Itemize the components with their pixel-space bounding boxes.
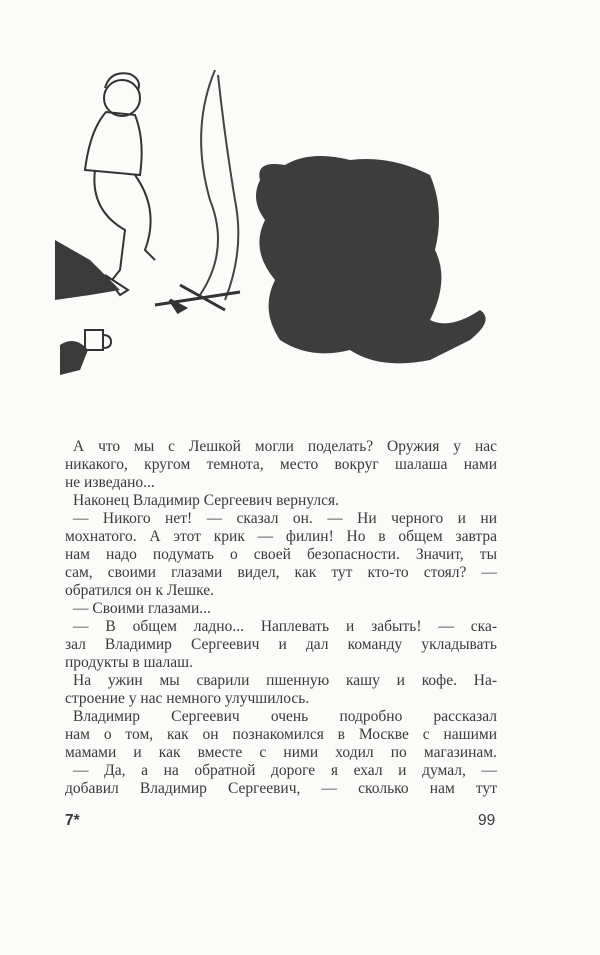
text-line: Наконец Владимир Сергеевич вернулся. <box>73 492 339 509</box>
text-line: мохнатого. А этот крик — филин! Но в общем завтра <box>65 528 497 545</box>
text-line: обратился он к Лешке. <box>65 582 214 599</box>
text-line: — Своими глазами... <box>73 600 211 617</box>
text-line: строение у нас немного улучшилось. <box>65 690 310 707</box>
text-line: зал Владимир Сергеевич и дал команду укладывать <box>65 636 497 653</box>
text-line: — Никого нет! — сказал он. — Ни черного и ни <box>73 510 497 527</box>
mug-icon <box>85 330 111 350</box>
boy-figure <box>85 73 155 295</box>
text-line: нам надо подумать о своей безопасности. Значит, ты <box>65 546 497 563</box>
signature-mark: 7* <box>65 812 80 829</box>
text-line: мамами и как вместе с ними ходил по магазинам. <box>65 744 497 761</box>
illustration-campfire-scene <box>50 60 510 390</box>
text-line: нам о том, как он познакомился в Москве с нашими <box>65 726 497 743</box>
text-line: — Да, а на обратной дороге я ехал и думал, — <box>73 762 497 779</box>
shadow-left <box>55 240 120 300</box>
text-line: А что мы с Лешкой могли поделать? Оружия у нас <box>73 438 497 455</box>
text-line: добавил Владимир Сергеевич, — сколько нам тут <box>65 780 497 797</box>
text-line: продукты в шалаш. <box>65 654 193 671</box>
text-line: — В общем ладно... Наплевать и забыть! — ска- <box>73 618 497 635</box>
text-line: Владимир Сергеевич очень подробно рассказал <box>73 708 497 725</box>
body-text <box>65 438 497 798</box>
campfire <box>155 285 240 312</box>
page-number: 99 <box>478 812 496 829</box>
campfire-smoke <box>200 70 238 300</box>
text-line: На ужин мы сварили пшенную кашу и кофе. На- <box>73 672 497 689</box>
text-line: сам, своими глазами видел, как тут кто-то стоял? — <box>65 564 497 581</box>
hand-holding-mug <box>60 341 88 375</box>
text-line: не изведано... <box>65 474 155 491</box>
dark-bush-creature <box>256 156 486 363</box>
text-line: никакого, кругом темнота, место вокруг шалаша нами <box>65 456 497 473</box>
